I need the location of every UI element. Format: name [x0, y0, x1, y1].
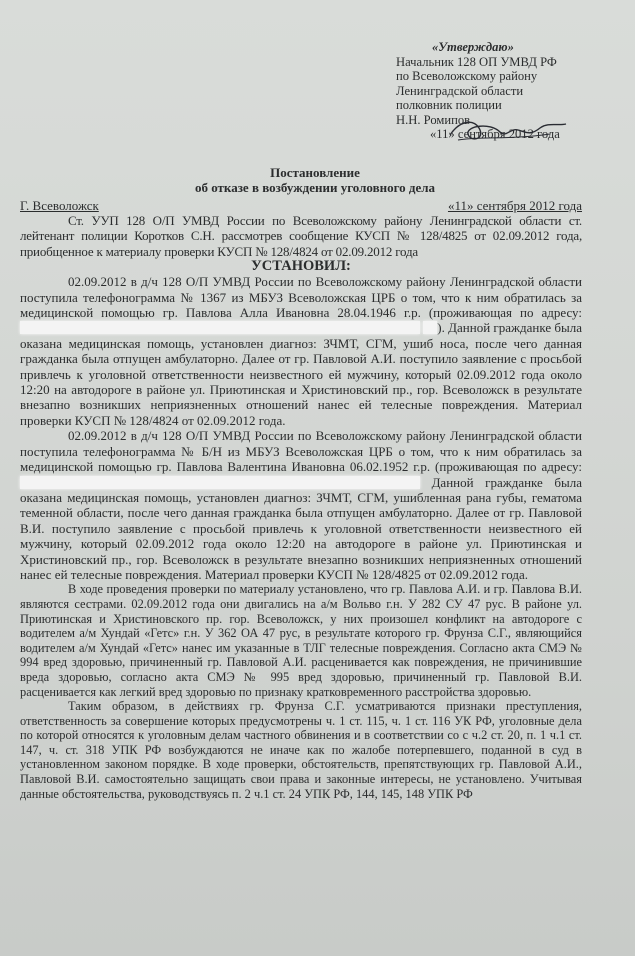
paragraph-2-text-b: Данной гражданке была оказана медицинская помощь, установлен диагноз: ЗЧМТ, СГМ, ушибленная рана губы, гематома теменной области, после чего данная гражданка была отпущен амбулаторно. Далее от гр. Павловой В.И. поступило заявление с просьбой привлечь к уголовной ответственности неизвестного ей мужчину, который 02.09.2012 года около 12:20 на автодороге в районе ул. Приютинская и Христиновский пр., гор. Всеволожск в результате внезапно возникших неприязненных отношений нанес ей телесные повреждения. Материал проверки КУСП № 128/4825 от 02.09.2012 года.	[20, 474, 582, 582]
paragraph-3: В ходе проведения проверки по материалу установлено, что гр. Павлова А.И. и гр. Павлова В.И. являются сестрами. 02.09.2012 года они двигались на а/м Вольво г.н. У 282 СУ 47 рус. В районе ул. Приютинская и Христиновского пр. гор. Всеволожск, у них произошел конфликт на автодороге с водителем а/м Хундай «Гетс» г.н. У 362 ОА 47 рус, в результате которого гр. Фрунза С.Г., являющийся водителем а/м Хундай «Гетс» нанес им указанные в ТЛГ телесные повреждения. Согласно акта СМЭ № 994 вред здоровью, причиненный гр. Павловой А.И. расценивается как повреждения, не причинившие вреда здоровью, согласно акта СМЭ № 995 вред здоровью, причиненный гр. Павловой В.И. расценивается как легкий вред здоровью по признаку кратковременного расстройства здоровью.	[20, 582, 582, 699]
paragraph-2-text-a: 02.09.2012 в д/ч 128 О/П УМВД России по Всеволожскому району Ленинградской области поступила телефонограмма № Б/Н из МБУЗ Всеволожская ЦРБ о том, что к ним обратилась за медицинской помощью гр. Павлова Валентина Ивановна 06.02.1952 г.р. (проживающая по адресу:	[20, 428, 582, 475]
redacted-address	[20, 321, 420, 334]
approval-title: «Утверждаю»	[432, 40, 514, 54]
redacted-address	[20, 476, 420, 489]
signature	[440, 110, 570, 150]
approval-line: Ленинградской области	[396, 83, 524, 98]
redacted-address	[423, 321, 437, 334]
paragraph-1-text-a: 02.09.2012 в д/ч 128 О/П УМВД России по Всеволожскому району Ленинградской области поступила телефонограмма № 1367 из МБУЗ Всеволожская ЦРБ о том, что к ним обратилась за медицинской помощью гр. Павлова Алла Ивановна 28.04.1946 г.р. (проживающая по адресу:	[20, 274, 582, 321]
title-line: об отказе в возбуждении уголовного дела	[194, 180, 436, 195]
approval-line: полковник полиции	[396, 98, 502, 112]
approval-line: Н.Н. Ромипов	[396, 112, 471, 127]
document-date: «11» сентября 2012 года	[447, 198, 582, 213]
approval-date: «11» сентября 2012 года	[430, 127, 560, 141]
paragraph-1-text-b: ). Данной гражданке была оказана медицинская помощь, установлен диагноз: ЗЧМТ, СГМ, ушиб носа, после чего данная гражданка была отпущен амбулаторно. Далее от гр. Павловой А.И. поступило заявление с просьбой привлечь к уголовной ответственности неизвестного ей мужчину, который 02.09.2012 года около 12:20 на автодороге в районе ул. Приютинская и Христиновский пр., гор. Всеволожск в результате внезапно возникших неприязненных отношений нанес ей телесные повреждения. Материал проверки КУСП № 128/4824 от 02.09.2012 года.	[20, 320, 582, 428]
document-title	[150, 165, 480, 195]
paragraph-4: Таким образом, в действиях гр. Фрунза С.Г. усматриваются признаки преступления, ответственность за совершение которых предусмотрены ч. 1 ст. 115, ч. 1 ст. 116 УК РФ, уголовные дела по которой относятся к уголовным делам частного обвинения и в соответствии со с ч.2 ст. 20, п. 1 ч.1 ст. 147, ч. ст. 318 УПК РФ возбуждаются не иначе как по жалобе потерпевшего, поданной в суд в установленном законом порядке. В ходе проверки, обстоятельств, препятствующих гр. Павловой А.И., Павловой В.И. самостоятельно защищать свои права и законные интересы, не установлено. Учитывая данные обстоятельства, руководствуясь п. 2 ч.1 ст. 24 УПК РФ, 144, 145, 148 УПК РФ	[20, 699, 582, 801]
approval-line: по Всеволожскому району	[396, 69, 538, 83]
approval-line: Начальник 128 ОП УМВД РФ	[396, 54, 557, 69]
title-line: Постановление	[270, 165, 360, 180]
document-body	[20, 213, 582, 801]
section-heading: УСТАНОВИЛ:	[251, 258, 351, 275]
paragraph-2	[20, 428, 582, 582]
intro-paragraph: Ст. УУП 128 О/П УМВД России по Всеволожскому району Ленинградской области ст. лейтенант полиции Коротков С.Н. рассмотрев сообщение КУСП № 128/4825 от 02.09.2012 года, приобщенное к материалу проверки КУСП № 128/4824 от 02.09.2012 года	[20, 213, 582, 259]
place-date-line	[20, 198, 582, 213]
city: Г. Всеволожск	[20, 198, 99, 213]
paragraph-1	[20, 274, 582, 428]
